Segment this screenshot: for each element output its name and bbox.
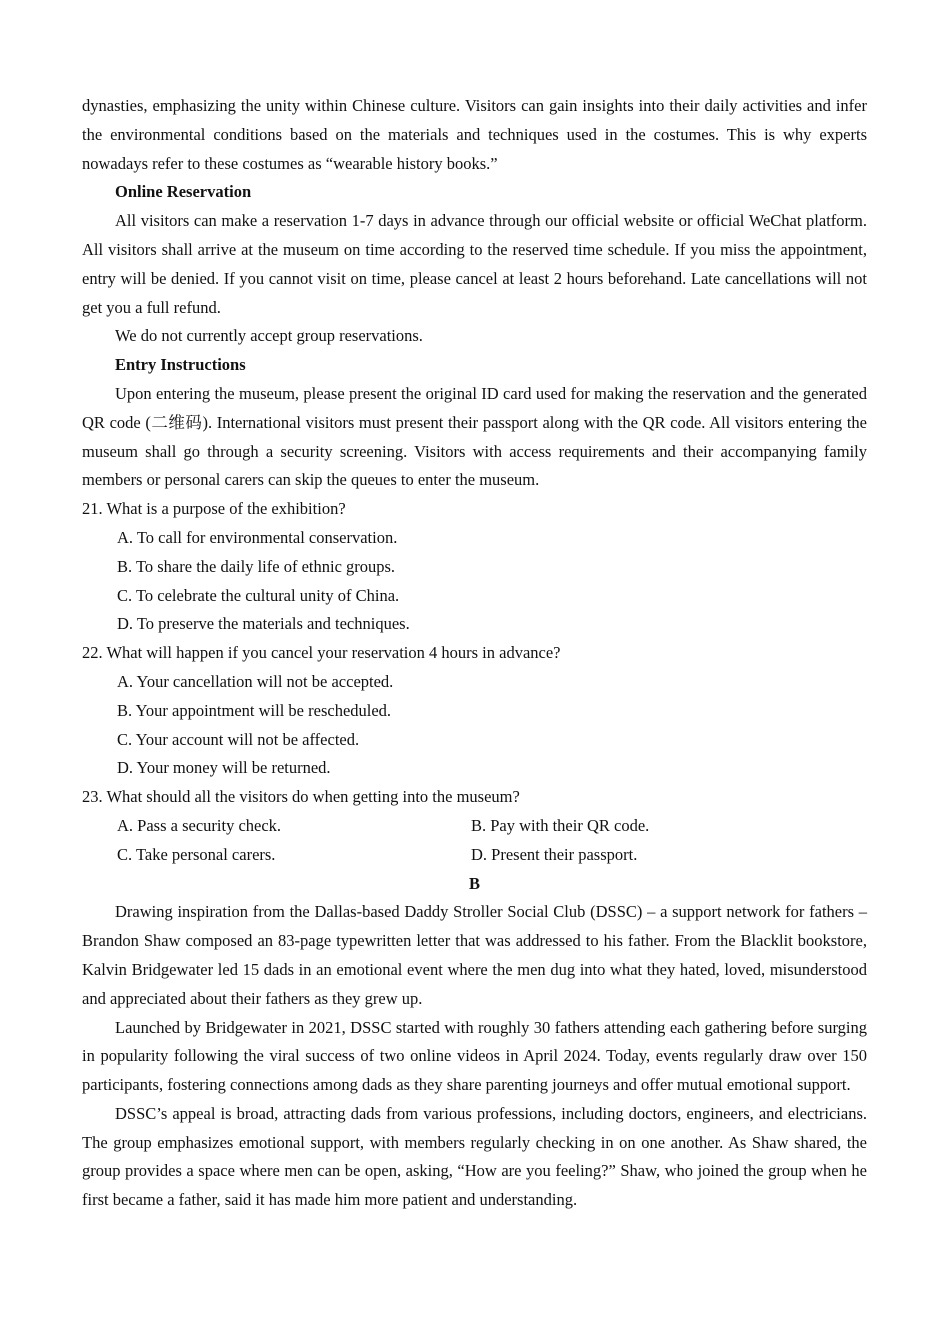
option-d: D. Present their passport.	[471, 844, 638, 864]
option-b: B. Your appointment will be rescheduled.	[117, 700, 392, 720]
passage-b-label: B	[468, 873, 480, 893]
options-row-1	[82, 812, 867, 841]
question-stem: 21. What is a purpose of the exhibition?	[82, 499, 346, 519]
heading-entry-instructions: Entry Instructions	[115, 355, 246, 375]
heading-online-reservation: Online Reservation	[115, 182, 252, 202]
option-d: D. Your money will be returned.	[117, 758, 331, 778]
option-c: C. Take personal carers.	[117, 844, 276, 864]
options-row-2	[82, 841, 867, 870]
option-c: C. To celebrate the cultural unity of China.	[117, 585, 400, 605]
passage-b-paragraph: Drawing inspiration from the Dallas-based Daddy Stroller Social Club (DSSC) – a support network for fathers – Brandon Shaw composed an 83-page typewritten letter that was addressed to his father. From the Blacklit bookstore, Kalvin Bridgewater led 15 dads in an emotional event where the men dug into what they hated, loved, misunderstood and appreciated about their fathers as they grew up.	[82, 902, 867, 1008]
option-a: A. Pass a security check.	[117, 815, 282, 835]
question-stem: 23. What should all the visitors do when getting into the museum?	[82, 787, 520, 807]
option-c: C. Your account will not be affected.	[117, 729, 360, 749]
paragraph-entry-instructions: Upon entering the museum, please present the original ID card used for making the reservation and the generated QR code (二维码). International visitors must present their passport along with the QR code. All visitors entering the museum shall go through a security screening. Visitors with access requirements and their accompanying family members or personal carers can skip the queues to enter the museum.	[82, 383, 867, 490]
paragraph-group-reservations: We do not currently accept group reservations.	[115, 326, 423, 346]
question-21	[82, 495, 867, 639]
option-d: D. To preserve the materials and techniques.	[117, 614, 410, 634]
question-23	[82, 783, 867, 869]
option-a: A. Your cancellation will not be accepted.	[117, 671, 394, 691]
option-b: B. To share the daily life of ethnic groups.	[117, 556, 396, 576]
document-page	[82, 92, 867, 1215]
passage-b-paragraph: Launched by Bridgewater in 2021, DSSC started with roughly 30 fathers attending each gathering before surging in popularity following the viral success of two online videos in April 2024. Today, events regularly draw over 150 participants, fostering connections among dads as they share parenting journeys and offer mutual emotional support.	[82, 1017, 867, 1095]
option-b: B. Pay with their QR code.	[471, 815, 650, 835]
passage-b-paragraph: DSSC’s appeal is broad, attracting dads from various professions, including doctors, engineers, and electricians. The group emphasizes emotional support, with members regularly checking in on one another. As Shaw shared, the group provides a space where men can be open, asking, “How are you feeling?” Shaw, who joined the group when he first became a father, said it has made him more patient and understanding.	[82, 1103, 867, 1210]
passage-a-intro-tail: dynasties, emphasizing the unity within Chinese culture. Visitors can gain insights into their daily activities and infer the environmental conditions based on the materials and techniques used in the costumes. This is why experts nowadays refer to these costumes as “wearable history books.”	[82, 96, 867, 173]
paragraph-reservation-rules: All visitors can make a reservation 1-7 days in advance through our official website or official WeChat platform. All visitors shall arrive at the museum on time according to the reserved time schedule. If you miss the appointment, entry will be denied. If you cannot visit on time, please cancel at least 2 hours beforehand. Late cancellations will not get you a full refund.	[82, 211, 867, 317]
question-22	[82, 639, 867, 783]
question-stem: 22. What will happen if you cancel your reservation 4 hours in advance?	[82, 643, 561, 663]
option-a: A. To call for environmental conservation.	[117, 527, 398, 547]
